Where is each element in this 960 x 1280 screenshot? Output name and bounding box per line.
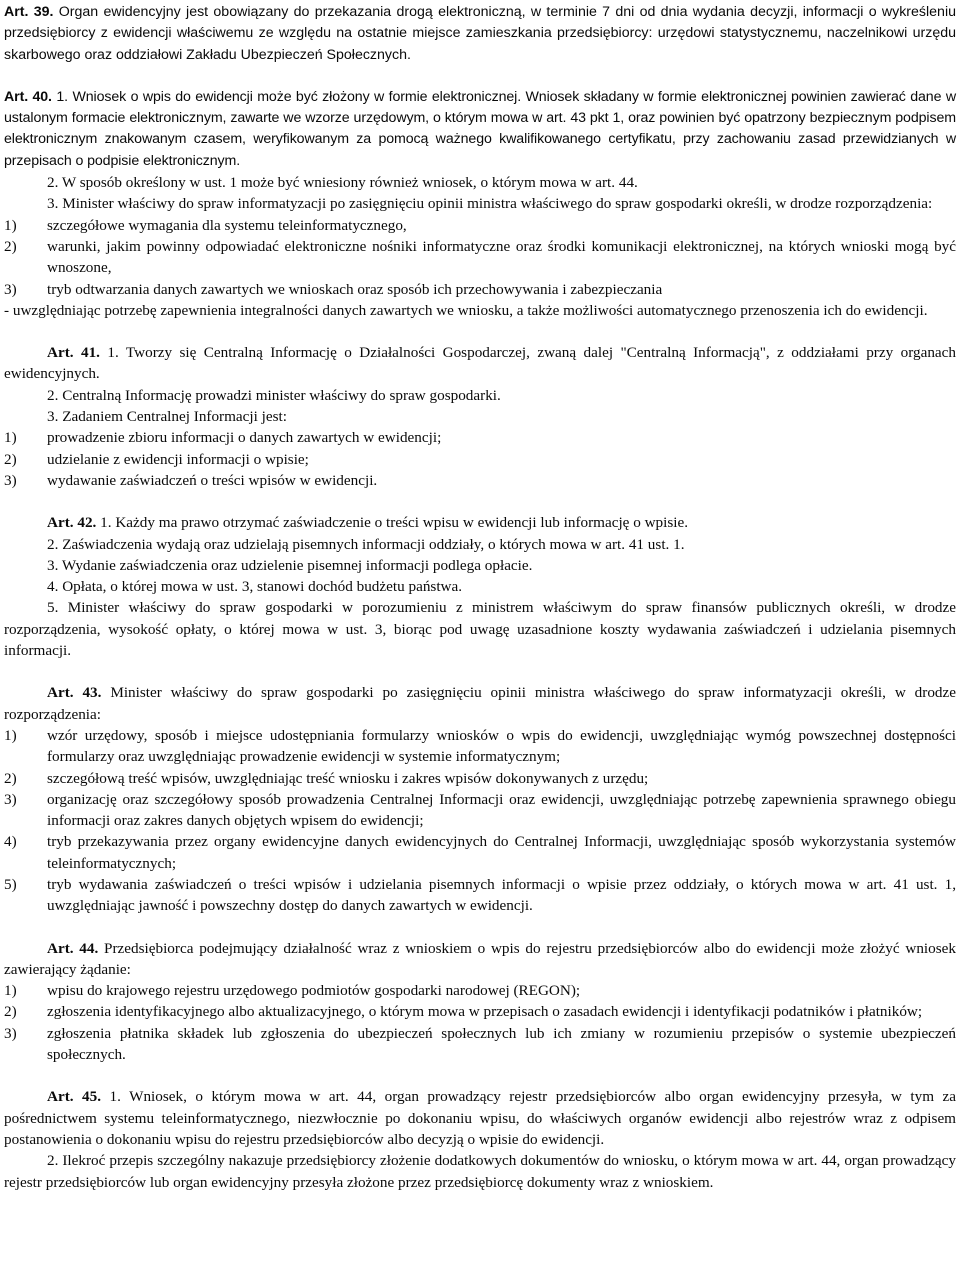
item-text: organizację oraz szczegółowy sposób prowadzenia Centralnej Informacji oraz ewidencji, uwzględniając potrzebę zapewnienia sprawnego obiegu informacji oraz zakres danych objętych wpisem do ewidencji; xyxy=(47,790,956,830)
art-40-paragraph-3: 3. Minister właściwy do spraw informatyzacji po zasięgnięciu opinii ministra właściwego do spraw gospodarki określi, w drodze rozporządzenia: xyxy=(47,195,933,213)
art-43-item-5 xyxy=(4,874,956,917)
art-45-label: Art. 45. xyxy=(47,1088,102,1106)
art-43-intro-text: Minister właściwy do spraw gospodarki po zasięgnięciu opinii ministra właściwego do spraw informatyzacji określi, w drodze rozporządzenia: xyxy=(4,684,956,723)
art-40-paragraph-1 xyxy=(4,87,956,172)
art-42-paragraph-3: 3. Wydanie zaświadczenia oraz udzielenie pisemnej informacji podlega opłacie. xyxy=(47,556,533,574)
art-44-label: Art. 44. xyxy=(47,939,99,957)
art-40-item-2 xyxy=(4,236,956,279)
art-44-intro-text: Przedsiębiorca podejmujący działalność wraz z wnioskiem o wpis do rejestru przedsiębiorców albo do ewidencji może złożyć wniosek zawierający żądanie: xyxy=(4,939,956,978)
art-43-item-2 xyxy=(4,768,956,789)
item-number: 2) xyxy=(4,769,17,787)
item-number: 1) xyxy=(4,429,17,447)
art-43-item-4 xyxy=(4,831,956,874)
item-text: wpisu do krajowego rejestru urzędowego podmiotów gospodarki narodowej (REGON); xyxy=(47,982,581,1000)
art-39-paragraph xyxy=(4,2,956,66)
art-45-paragraph-2: 2. Ilekroć przepis szczególny nakazuje przedsiębiorcy złożenie dodatkowych dokumentów do wniosku, o którym mowa w art. 44, organ prowadzący rejestr przedsiębiorców lub organ ewidencyjny przesyła złożone przez przedsiębiorcę dokumenty wraz z wnioskiem. xyxy=(4,1152,956,1191)
art-42-paragraph-2: 2. Zaświadczenia wydają oraz udzielają pisemnych informacji oddziały, o których mowa w art. 41 ust. 1. xyxy=(47,535,685,553)
art-40-tail: - uwzględniając potrzebę zapewnienia integralności danych zawartych we wniosku, a także możliwości automatycznego przenoszenia ich do ewidencji. xyxy=(4,301,928,319)
item-text: udzielanie z ewidencji informacji o wpisie; xyxy=(47,450,309,468)
art-42-label: Art. 42. xyxy=(47,514,97,532)
document-page xyxy=(4,0,956,1193)
item-text: wzór urzędowy, sposób i miejsce udostępniania formularzy wniosków o wpis do ewidencji, uwzględniając wymóg powszechnej dostępności formularzy oraz uwzględniając prowadzenie ewidencji w systemie informatycznym; xyxy=(47,726,956,766)
item-number: 5) xyxy=(4,875,17,893)
item-number: 3) xyxy=(4,1024,17,1042)
art-44-intro xyxy=(4,938,956,981)
art-45-p1-text: 1. Wniosek, o którym mowa w art. 44, organ prowadzący rejestr przedsiębiorców albo organ ewidencyjny przesyła, w tym za pośrednictwem systemu teleinformatycznego, niezwłocznie po dokonaniu wpisu, do właściwych organów ewidencji albo rejestrów wraz z odpisem postanowienia o dokonaniu wpisu do rejestru przedsiębiorców albo decyzją o wpisie do ewidencji. xyxy=(4,1088,956,1148)
art-40-paragraph-2: 2. W sposób określony w ust. 1 może być wniesiony również wniosek, o którym mowa w art. 44. xyxy=(47,174,638,192)
item-text: tryb przekazywania przez organy ewidencyjne danych ewidencyjnych do Centralnej Informacji, uwzględniając sposób wykorzystania systemów teleinformatycznych; xyxy=(47,833,956,872)
art-41-item-3 xyxy=(4,470,956,491)
art-39-text: Organ ewidencyjny jest obowiązany do przekazania drogą elektroniczną, w terminie 7 dni od dnia wydania decyzji, informacji o wykreśleniu przedsiębiorcy z ewidencji właściwemu ze względu na ostatnie miejsce zamieszkania przedsiębiorcy: urzędowi statystycznemu, naczelnikowi urzędu skarbowego oraz oddziałowi Zakładu Ubezpieczeń Społecznych. xyxy=(4,4,956,63)
art-43-intro xyxy=(4,682,956,725)
item-text: szczegółowe wymagania dla systemu teleinformatycznego, xyxy=(47,216,407,234)
item-text: tryb odtwarzania danych zawartych we wnioskach oraz sposób ich przechowywania i zabezpieczania xyxy=(47,280,663,298)
art-43-item-1 xyxy=(4,725,956,768)
item-text: wydawanie zaświadczeń o treści wpisów w ewidencji. xyxy=(47,471,378,489)
item-number: 4) xyxy=(4,833,17,851)
art-42-paragraph-5: 5. Minister właściwy do spraw gospodarki w porozumieniu z ministrem właściwym do spraw finansów publicznych określi, w drodze rozporządzenia, wysokość opłaty, o której mowa w ust. 3, biorąc pod uwagę uzasadnione koszty wydawania zaświadczeń i udzielania pisemnych informacji. xyxy=(4,599,956,660)
item-text: tryb wydawania zaświadczeń o treści wpisów i udzielania pisemnych informacji o wpisie przez oddziały, o których mowa w art. 41 ust. 1, uwzględniając jawność i powszechny dostęp do danych zawartych w ewidencji. xyxy=(47,875,956,915)
item-text: zgłoszenia identyfikacyjnego albo aktualizacyjnego, o którym mowa w przepisach o zasadach ewidencji i identyfikacji podatników i płatników; xyxy=(47,1003,923,1021)
item-text: warunki, jakim powinny odpowiadać elektroniczne nośniki informatyczne oraz środki komunikacji elektronicznej, na których wnioski mogą być wnoszone, xyxy=(47,237,956,277)
art-43-item-3 xyxy=(4,789,956,832)
item-number: 2) xyxy=(4,450,17,468)
art-42-paragraph-1 xyxy=(4,512,956,533)
art-41-paragraph-2: 2. Centralną Informację prowadzi minister właściwy do spraw gospodarki. xyxy=(47,386,501,404)
art-43-label: Art. 43. xyxy=(47,684,102,702)
item-number: 3) xyxy=(4,790,17,808)
art-40-item-3 xyxy=(4,279,956,300)
item-number: 2) xyxy=(4,237,17,255)
art-40-p1-text: 1. Wniosek o wpis do ewidencji może być złożony w formie elektronicznej. Wniosek składany w formie elektronicznej powinien zawierać dane w ustalonym formacie elektronicznym, zawarte we wzorze urzędowym, o którym mowa w art. 43 pkt 1, oraz powinien być opatrzony bezpiecznym podpisem elektronicznym znakowanym czasem, weryfikowanym za pomocą ważnego kwalifikowanego certyfikatu, przy zachowaniu zasad przewidzianych w przepisach o podpisie elektronicznym. xyxy=(4,88,956,169)
art-44-item-3 xyxy=(4,1023,956,1066)
item-text: szczegółową treść wpisów, uwzględniając treść wniosku i zakres wpisów dokonywanych z urzędu; xyxy=(47,769,649,787)
item-text: zgłoszenia płatnika składek lub zgłoszenia do ubezpieczeń społecznych lub ich zmiany w rozumieniu przepisów o systemie ubezpieczeń społecznych. xyxy=(47,1024,956,1064)
item-number: 3) xyxy=(4,471,17,489)
art-41-label: Art. 41. xyxy=(47,344,100,362)
art-41-item-2 xyxy=(4,449,956,470)
item-number: 1) xyxy=(4,216,17,234)
art-41-item-1 xyxy=(4,427,956,448)
item-number: 1) xyxy=(4,726,17,744)
art-40-label: Art. 40. xyxy=(4,88,52,105)
art-40-item-1 xyxy=(4,215,956,236)
art-44-item-2 xyxy=(4,1001,956,1022)
art-42-paragraph-4: 4. Opłata, o której mowa w ust. 3, stanowi dochód budżetu państwa. xyxy=(47,578,463,596)
art-41-paragraph-1 xyxy=(4,342,956,385)
item-number: 3) xyxy=(4,280,17,298)
art-44-item-1 xyxy=(4,980,956,1001)
art-41-p1-text: 1. Tworzy się Centralną Informację o Działalności Gospodarczej, zwaną dalej "Centralną Informacją", z oddziałami przy organach ewidencyjnych. xyxy=(4,344,956,383)
item-number: 1) xyxy=(4,982,17,1000)
item-number: 2) xyxy=(4,1003,17,1021)
art-42-p1-text: 1. Każdy ma prawo otrzymać zaświadczenie o treści wpisu w ewidencji lub informację o wpisie. xyxy=(100,514,689,532)
art-45-paragraph-1 xyxy=(4,1086,956,1150)
art-41-paragraph-3: 3. Zadaniem Centralnej Informacji jest: xyxy=(47,408,287,426)
art-39-label: Art. 39. xyxy=(4,4,54,20)
item-text: prowadzenie zbioru informacji o danych zawartych w ewidencji; xyxy=(47,429,442,447)
